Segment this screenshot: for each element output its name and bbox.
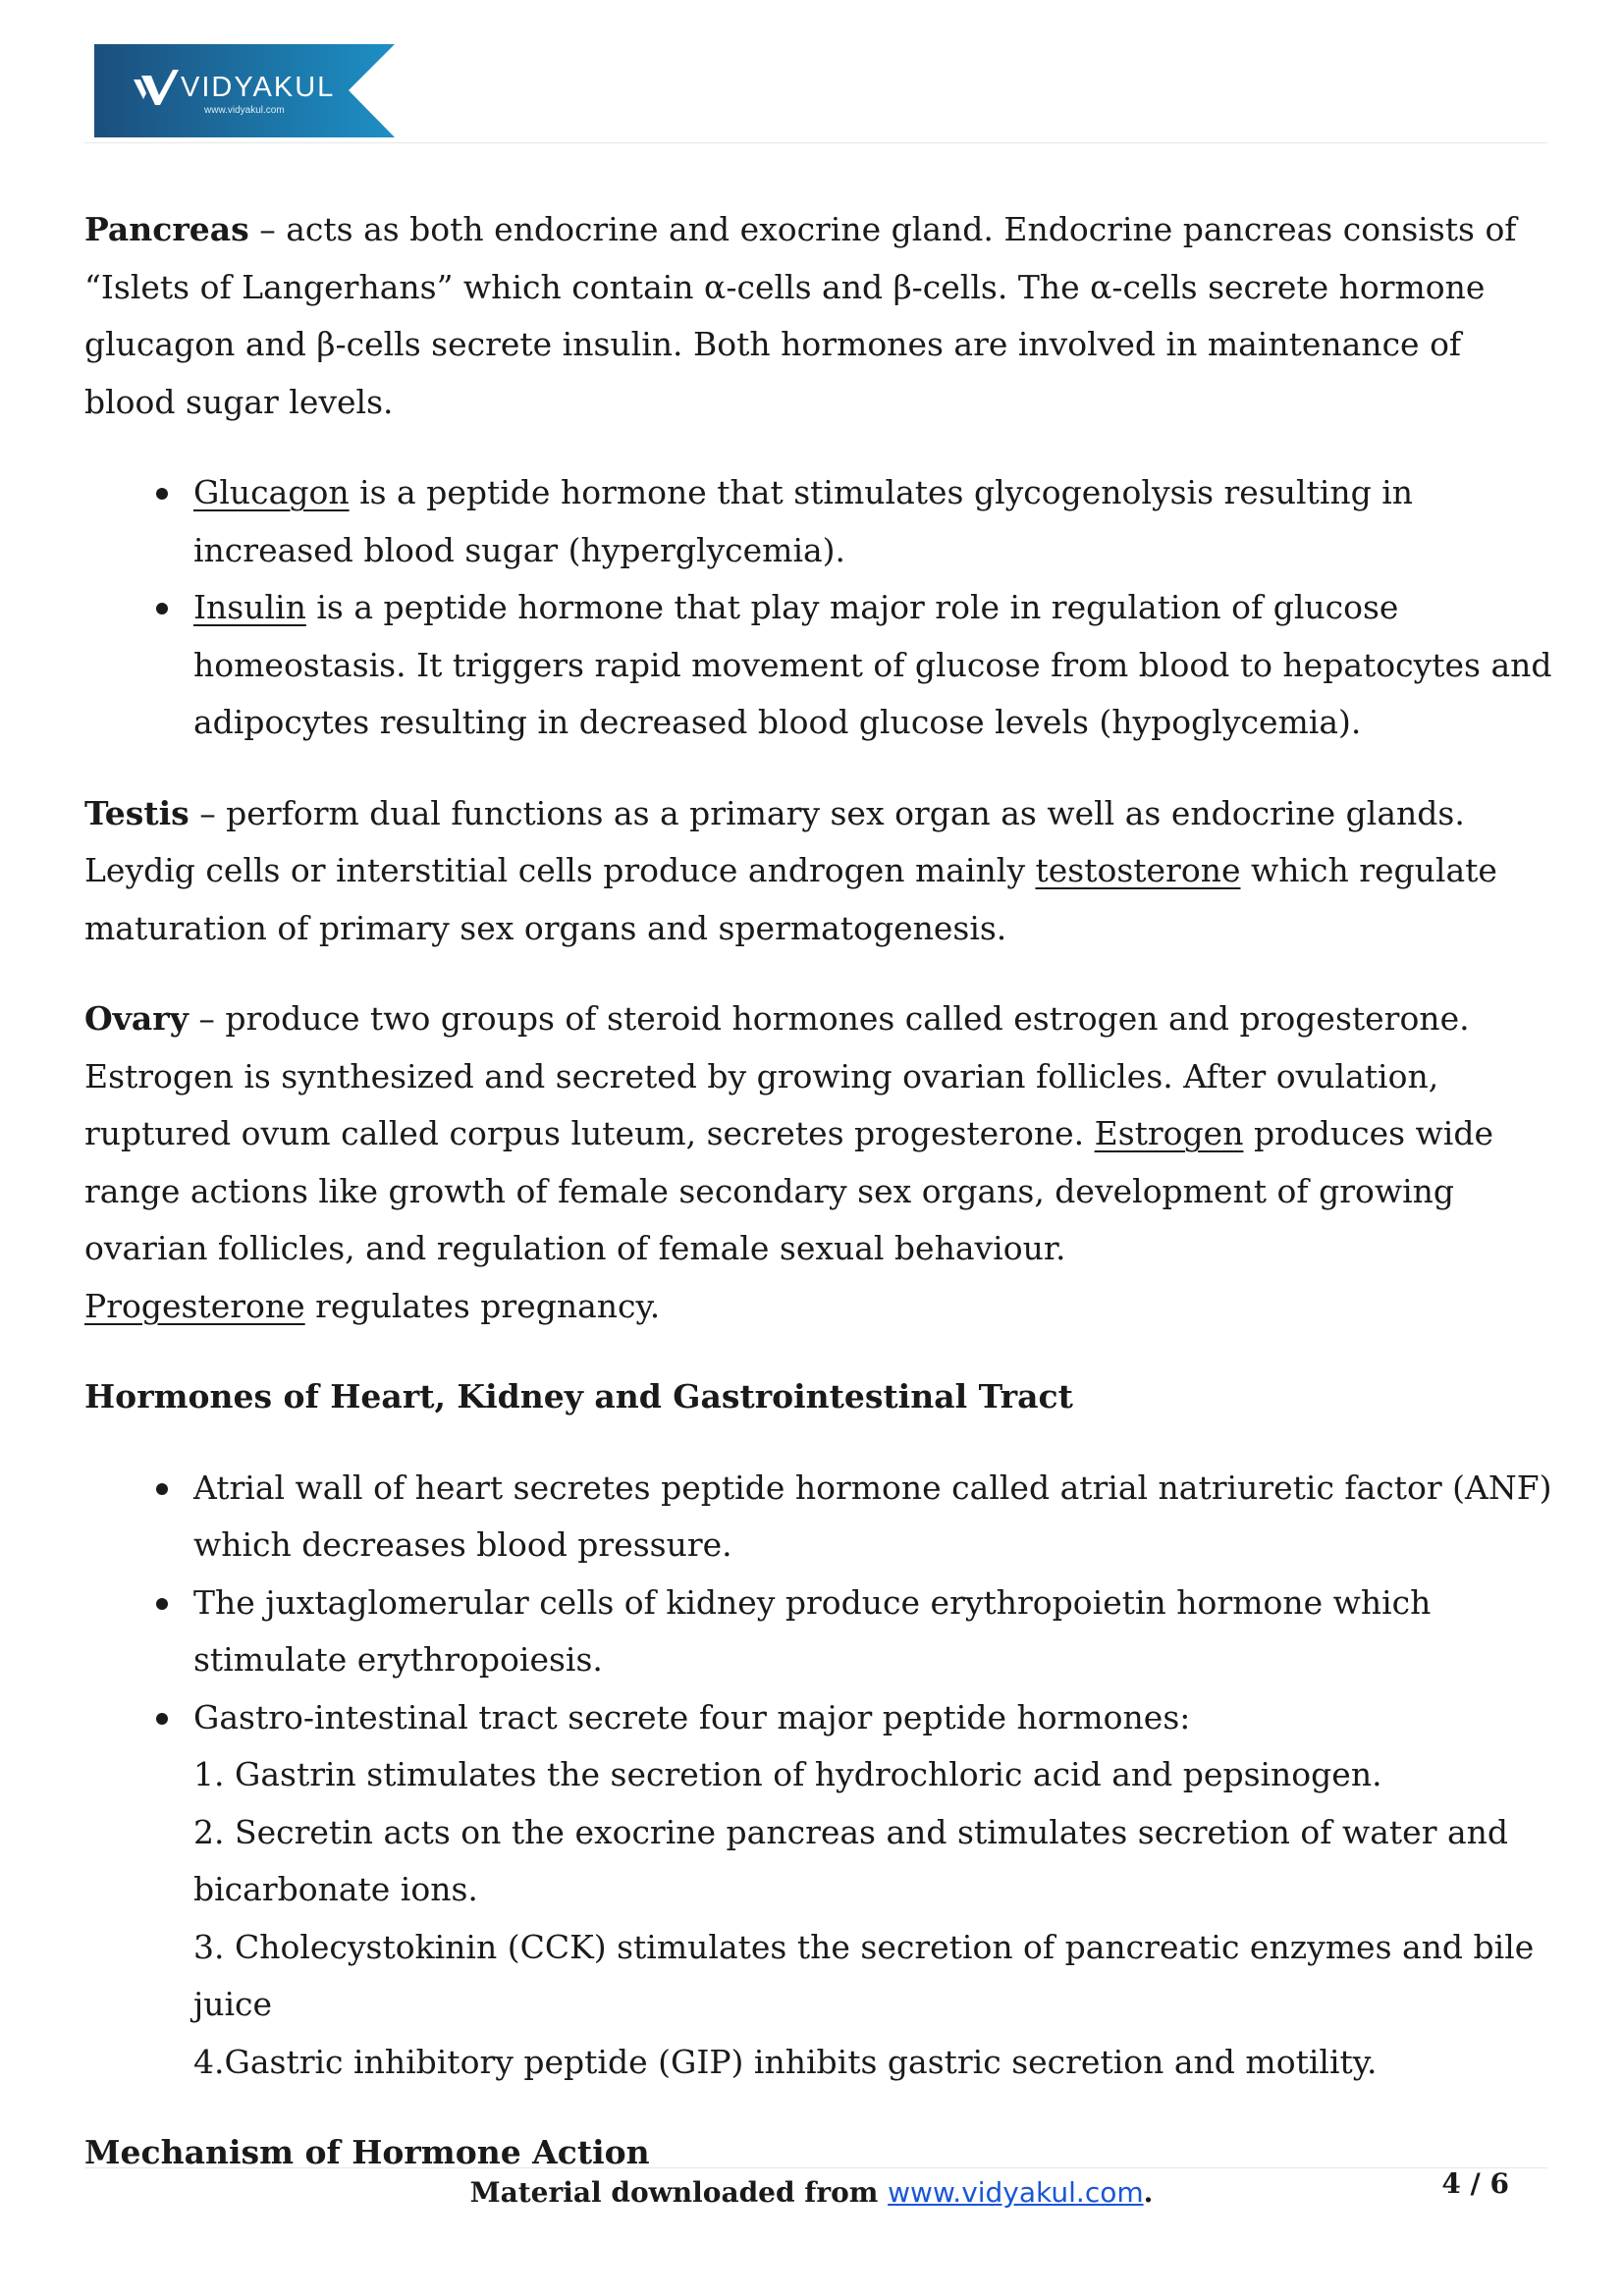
progesterone-text: regulates pregnancy. xyxy=(304,1286,661,1325)
footer-text: Material downloaded from xyxy=(469,2176,889,2209)
pancreas-bullet-list xyxy=(84,464,1557,752)
page-content xyxy=(84,201,1557,2182)
list-item-text: is a peptide hormone that play major role in regulation of glucose homeostasis. It triggers rapid movement of glucose from blood to hepatocytes and adipocytes resulting in decreased blood glucose levels (hypoglycemia). xyxy=(193,588,1552,741)
logo-url: www.vidyakul.com xyxy=(204,105,285,116)
footer-link[interactable]: www.vidyakul.com xyxy=(888,2176,1144,2209)
list-item-text: is a peptide hormone that stimulates glycogenolysis resulting in increased blood sugar (hyperglycemia). xyxy=(193,473,1414,569)
gi-item-cck: 3. Cholecystokinin (CCK) stimulates the secretion of pancreatic enzymes and bile juice xyxy=(193,1927,1535,2023)
page-number: 4 / 6 xyxy=(1441,2167,1509,2200)
list-item xyxy=(193,464,1557,579)
section-heading: Hormones of Heart, Kidney and Gastrointestinal Tract xyxy=(84,1377,1073,1415)
list-item xyxy=(193,1689,1557,2092)
testis-text-end: which regulate maturation of primary sex organs and spermatogenesis. xyxy=(84,851,1497,947)
testis-text: – perform dual functions as a primary sex organ as well as endocrine glands. Leydig cells or interstitial cells produce androgen mainly xyxy=(84,793,1465,889)
footer xyxy=(0,2171,1623,2215)
footer-period: . xyxy=(1143,2176,1154,2209)
heart-bullet-list xyxy=(84,1460,1557,2092)
glucagon-link[interactable]: Glucagon xyxy=(193,473,350,511)
estrogen-link[interactable]: Estrogen xyxy=(1094,1114,1244,1152)
header-divider xyxy=(84,142,1547,143)
gi-item-gastrin: 1. Gastrin stimulates the secretion of hydrochloric acid and pepsinogen. xyxy=(193,1755,1382,1793)
gi-item-gip: 4.Gastric inhibitory peptide (GIP) inhibits gastric secretion and motility. xyxy=(193,2042,1378,2081)
pancreas-text: – acts as both endocrine and exocrine gland. Endocrine pancreas consists of “Islets of Langerhans” which contain α-cells and β-cells. The α-cells secrete hormone glucagon and β-cells secrete insulin. Both hormones are involved in maintenance of blood sugar levels. xyxy=(84,210,1517,421)
pancreas-paragraph xyxy=(84,201,1557,431)
ovary-text-end: produces wide range actions like growth of female secondary sex organs, development of growing ovarian follicles, and regulation of female sexual behaviour. xyxy=(84,1114,1493,1267)
vidyakul-logo[interactable] xyxy=(94,44,395,137)
logo-text: VIDYAKUL xyxy=(181,72,336,103)
list-item: The juxtaglomerular cells of kidney produce erythropoietin hormone which stimulate erythropoiesis. xyxy=(193,1575,1557,1689)
gi-item-secretin: 2. Secretin acts on the exocrine pancreas and stimulates secretion of water and bicarbonate ions. xyxy=(193,1812,1509,1908)
section-heading: Mechanism of Hormone Action xyxy=(84,2133,650,2171)
testis-paragraph xyxy=(84,785,1557,958)
footer-divider xyxy=(84,2167,1547,2168)
insulin-link[interactable]: Insulin xyxy=(193,588,306,626)
list-item-text: Gastro-intestinal tract secrete four major peptide hormones: xyxy=(193,1697,1191,1736)
ovary-term: Ovary xyxy=(84,999,189,1038)
testosterone-link[interactable]: testosterone xyxy=(1035,851,1241,889)
pancreas-term: Pancreas xyxy=(84,210,249,248)
progesterone-link[interactable]: Progesterone xyxy=(84,1286,305,1325)
list-item xyxy=(193,579,1557,752)
ovary-paragraph xyxy=(84,990,1557,1335)
ovary-text: – produce two groups of steroid hormones called estrogen and progesterone. Estrogen is synthesized and secreted by growing ovarian follicles. After ovulation, ruptured ovum called corpus luteum, secretes progesterone. xyxy=(84,999,1470,1152)
testis-term: Testis xyxy=(84,793,189,832)
list-item: Atrial wall of heart secretes peptide hormone called atrial natriuretic factor (ANF) which decreases blood pressure. xyxy=(193,1460,1557,1575)
heading-heart-kidney-gi xyxy=(84,1368,1557,1426)
